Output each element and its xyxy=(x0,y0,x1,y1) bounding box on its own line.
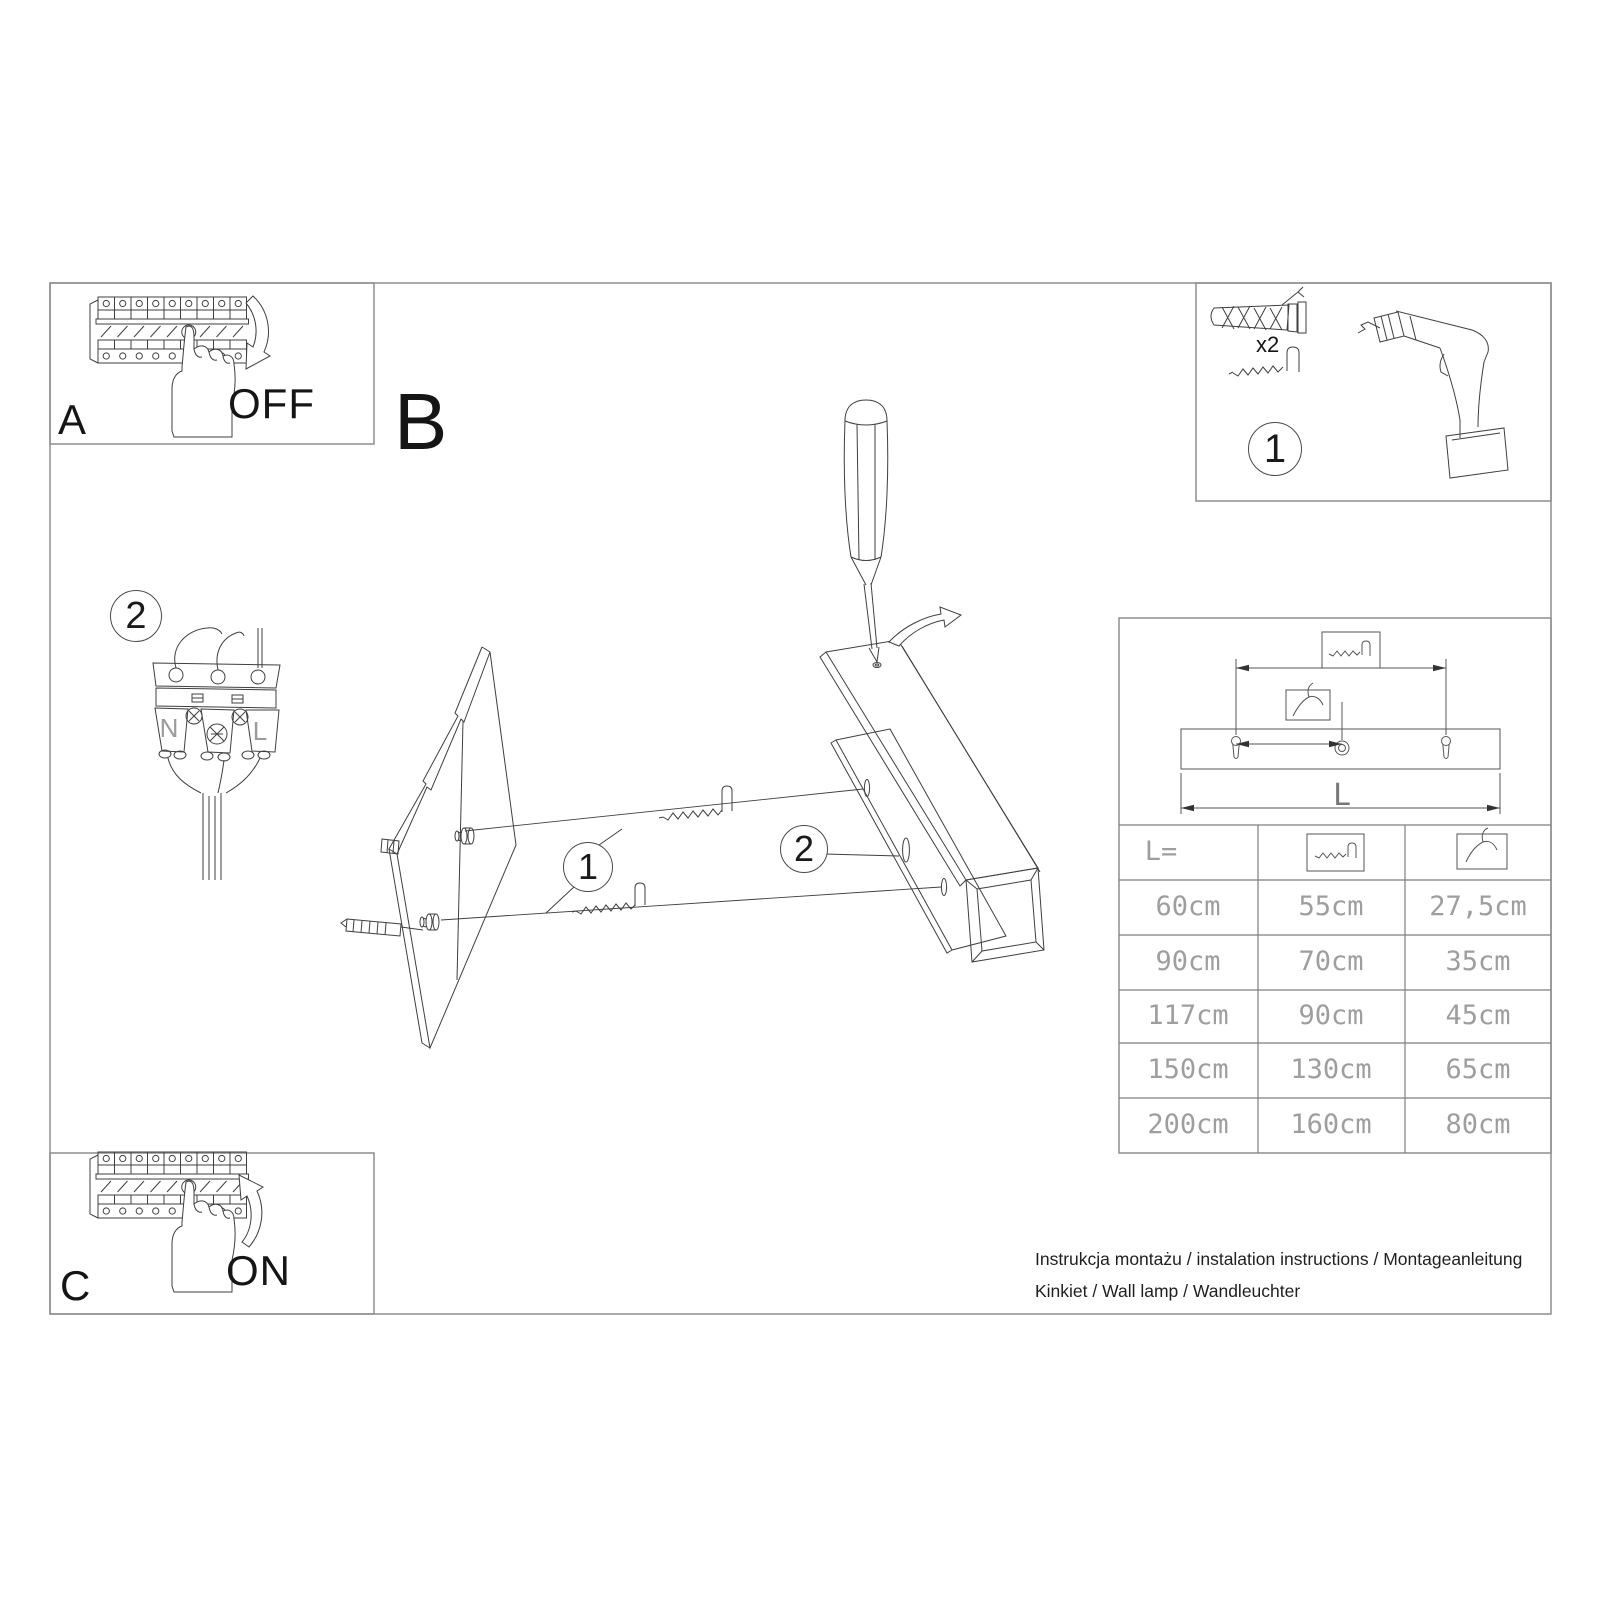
table-cell: 65cm xyxy=(1445,1054,1511,1085)
wall-plug-icon xyxy=(1211,287,1306,333)
power-off-text: OFF xyxy=(228,380,315,427)
table-cell: 27,5cm xyxy=(1429,891,1527,922)
step-2-badge: 2 xyxy=(110,590,162,642)
dimension-diagram-art xyxy=(1181,632,1507,871)
hook-screw-header-icon xyxy=(1307,834,1364,871)
table-cell: 130cm xyxy=(1290,1054,1372,1085)
table-cell: 70cm xyxy=(1298,946,1364,977)
terminal-n-label: N xyxy=(159,713,179,743)
assembly-drawing xyxy=(341,400,1044,1048)
footer-caption xyxy=(1035,1243,1522,1307)
plate-screw-icons xyxy=(420,828,474,930)
table-cell: 80cm xyxy=(1445,1109,1511,1140)
power-on-text: ON xyxy=(226,1247,291,1294)
table-cell: 60cm xyxy=(1155,891,1221,922)
length-dim-label: L xyxy=(1332,778,1352,813)
table-cell: 55cm xyxy=(1298,891,1364,922)
arrow-down-icon xyxy=(246,296,270,369)
screwdriver-icon xyxy=(844,400,888,662)
dimension-table-grid xyxy=(1119,825,1551,1153)
terminal-block-icon xyxy=(153,628,280,880)
table-cell: 160cm xyxy=(1290,1109,1372,1140)
drill-icon xyxy=(1358,311,1508,478)
step-1-badge: 1 xyxy=(1248,422,1302,476)
anchor-quantity-label: x2 xyxy=(1256,332,1280,357)
hook-screw-icon-box xyxy=(1322,632,1380,668)
footer-line-1: Instrukcja montażu / instalation instructions / Montageanleitung xyxy=(1035,1249,1523,1269)
arrow-up-icon xyxy=(239,1175,263,1247)
bracket-callout-badge: 2 xyxy=(780,825,828,873)
table-cell: 35cm xyxy=(1445,946,1511,977)
table-cell: 117cm xyxy=(1147,1000,1229,1031)
table-cell: 90cm xyxy=(1298,1000,1364,1031)
table-cell: 150cm xyxy=(1147,1054,1229,1085)
table-cell: 90cm xyxy=(1155,946,1221,977)
anchors-callout-badge: 1 xyxy=(563,842,613,892)
footer-line-2: Kinkiet / Wall lamp / Wandleuchter xyxy=(1035,1281,1301,1301)
rotate-arrow-icon xyxy=(889,607,961,646)
section-c-label: C xyxy=(60,1262,91,1309)
table-cell: 45cm xyxy=(1445,1000,1511,1031)
mounting-plate-art xyxy=(389,647,516,1048)
section-b-label: B xyxy=(394,377,448,466)
section-a-label: A xyxy=(58,396,87,443)
table-header-l: L= xyxy=(1144,836,1178,867)
wall-anchor-icons xyxy=(341,839,423,936)
table-cell: 200cm xyxy=(1147,1109,1229,1140)
terminal-l-label: L xyxy=(252,716,268,746)
